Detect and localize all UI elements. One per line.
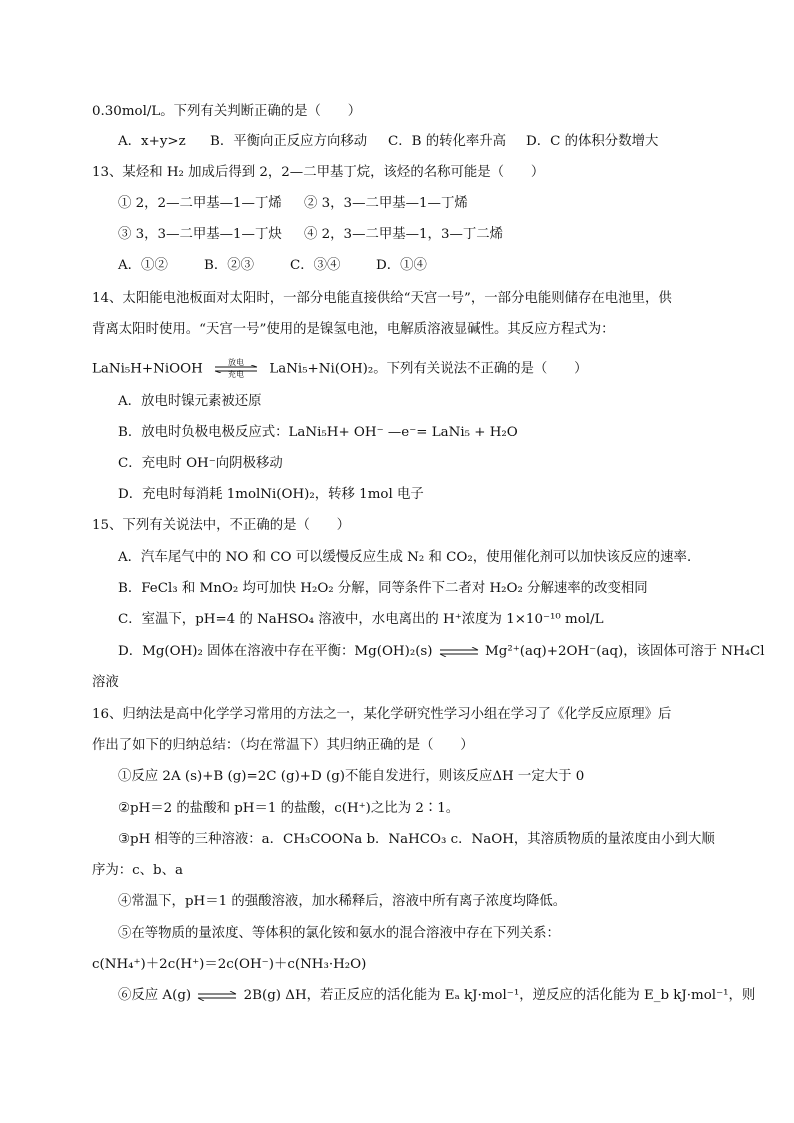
equilibrium-arrow-icon <box>439 647 479 657</box>
q13-option-b: B．②③ <box>204 258 255 273</box>
q15-option-d-cont: 溶液 <box>92 675 119 690</box>
q13-item-3: ③ 3，3—二甲基—1—丁炔 <box>118 227 282 242</box>
q16-item-5-equation: c(NH₄⁺)＋2c(H⁺)＝2c(OH⁻)＋c(NH₃·H₂O) <box>92 957 367 972</box>
q16-stem-line1: 16、归纳法是高中化学学习常用的方法之一，某化学研究性学习小组在学习了《化学反应原理》后 <box>92 707 672 722</box>
q14-option-d: D．充电时每消耗 1molNi(OH)₂，转移 1mol 电子 <box>118 487 424 502</box>
q15-option-d-right: Mg²⁺(aq)+2OH⁻(aq)，该固体可溶于 NH₄Cl <box>485 644 765 659</box>
q12-stem-tail: 0.30mol/L。下列有关判断正确的是（ ） <box>92 104 362 119</box>
q14-stem-line1: 14、太阳能电池板面对太阳时，一部分电能直接供给“天宫一号”，一部分电能则储存在电池里，供 <box>92 291 672 306</box>
q16-item-2: ②pH＝2 的盐酸和 pH＝1 的盐酸，c(H⁺)之比为 2∶1。 <box>118 801 460 816</box>
q16-item-6-left: ⑥反应 A(g) <box>118 988 192 1003</box>
q12-option-d: D．C 的体积分数增大 <box>526 134 659 149</box>
q13-option-a: A．①② <box>118 258 168 273</box>
q12-option-c: C．B 的转化率升高 <box>388 134 507 149</box>
q15-stem: 15、下列有关说法中，不正确的是（ ） <box>92 518 351 533</box>
q16-item-5: ⑤在等物质的量浓度、等体积的氯化铵和氨水的混合溶液中存在下列关系： <box>118 926 560 941</box>
q14-option-b: B．放电时负极电极反应式：LaNi₅H+ OH⁻ —e⁻= LaNi₅ + H₂O <box>118 425 518 440</box>
q13-item-1: ① 2，2—二甲基—1—丁烯 <box>118 196 282 211</box>
q14-equation <box>92 360 702 379</box>
q13-option-c: C．③④ <box>290 258 341 273</box>
q15-option-d-left: D．Mg(OH)₂ 固体在溶液中存在平衡：Mg(OH)₂(s) <box>118 644 433 659</box>
q14-option-a: A．放电时镍元素被还原 <box>118 394 262 409</box>
q13-items-row1 <box>118 195 702 213</box>
q13-option-d: D．①④ <box>376 258 427 273</box>
q13-options <box>118 257 702 275</box>
q14-eq-left: LaNi₅H+NiOOH <box>92 361 203 377</box>
q16-stem-line2: 作出了如下的归纳总结：（均在常温下）其归纳正确的是（ ） <box>92 738 474 753</box>
equilibrium-arrow-icon <box>197 991 237 1001</box>
q15-option-a: A．汽车尾气中的 NO 和 CO 可以缓慢反应生成 N₂ 和 CO₂，使用催化剂可以加快该反应的速率． <box>118 550 701 565</box>
q13-item-4: ④ 2，3—二甲基—1，3—丁二烯 <box>304 227 504 242</box>
q12-option-a: A．x+y>z <box>118 134 186 149</box>
q15-option-d <box>118 643 765 661</box>
q16-item-6 <box>118 987 756 1005</box>
q14-eq-right: LaNi₅+Ni(OH)₂。下列有关说法不正确的是（ ） <box>269 361 588 377</box>
q16-item-6-right: 2B(g) ΔH，若正反应的活化能为 Eₐ kJ·mol⁻¹，逆反应的活化能为 E_b kJ·mol⁻¹，则 <box>243 988 756 1003</box>
q15-option-b: B．FeCl₃ 和 MnO₂ 均可加快 H₂O₂ 分解，同等条件下二者对 H₂O₂ 分解速率的改变相同 <box>118 581 648 596</box>
q15-option-c: C．室温下，pH=4 的 NaHSO₄ 溶液中，水电离出的 H⁺浓度为 1×10⁻¹⁰ mol/L <box>118 612 604 627</box>
q12-options <box>118 133 702 151</box>
q14-stem-line2: 背离太阳时使用。“天宫一号”使用的是镍氢电池，电解质溶液显碱性。其反应方程式为： <box>92 322 615 337</box>
q14-option-c: C．充电时 OH⁻向阴极移动 <box>118 456 283 471</box>
q16-item-4: ④常温下，pH＝1 的强酸溶液，加水稀释后，溶液中所有离子浓度均降低。 <box>118 894 567 909</box>
q13-item-2: ② 3，3—二甲基—1—丁烯 <box>304 196 468 211</box>
q12-option-b: B．平衡向正反应方向移动 <box>210 134 368 149</box>
q13-stem: 13、某烃和 H₂ 加成后得到 2，2—二甲基丁烷，该烃的名称可能是（ ） <box>92 165 545 180</box>
q16-item-1: ①反应 2A (s)+B (g)=2C (g)+D (g)不能自发进行，则该反应ΔH 一定大于 0 <box>118 769 585 784</box>
q16-item-3-line1: ③pH 相等的三种溶液：a．CH₃COONa b．NaHCO₃ c．NaOH，其溶质物质的量浓度由小到大顺 <box>118 832 715 847</box>
arrow-label-discharge: 放电 <box>228 358 245 367</box>
q16-item-3-line2: 序为：c、b、a <box>92 863 184 878</box>
q13-items-row2 <box>118 226 702 244</box>
reversible-arrow-icon <box>213 360 259 378</box>
arrow-label-charge: 充电 <box>228 370 245 379</box>
